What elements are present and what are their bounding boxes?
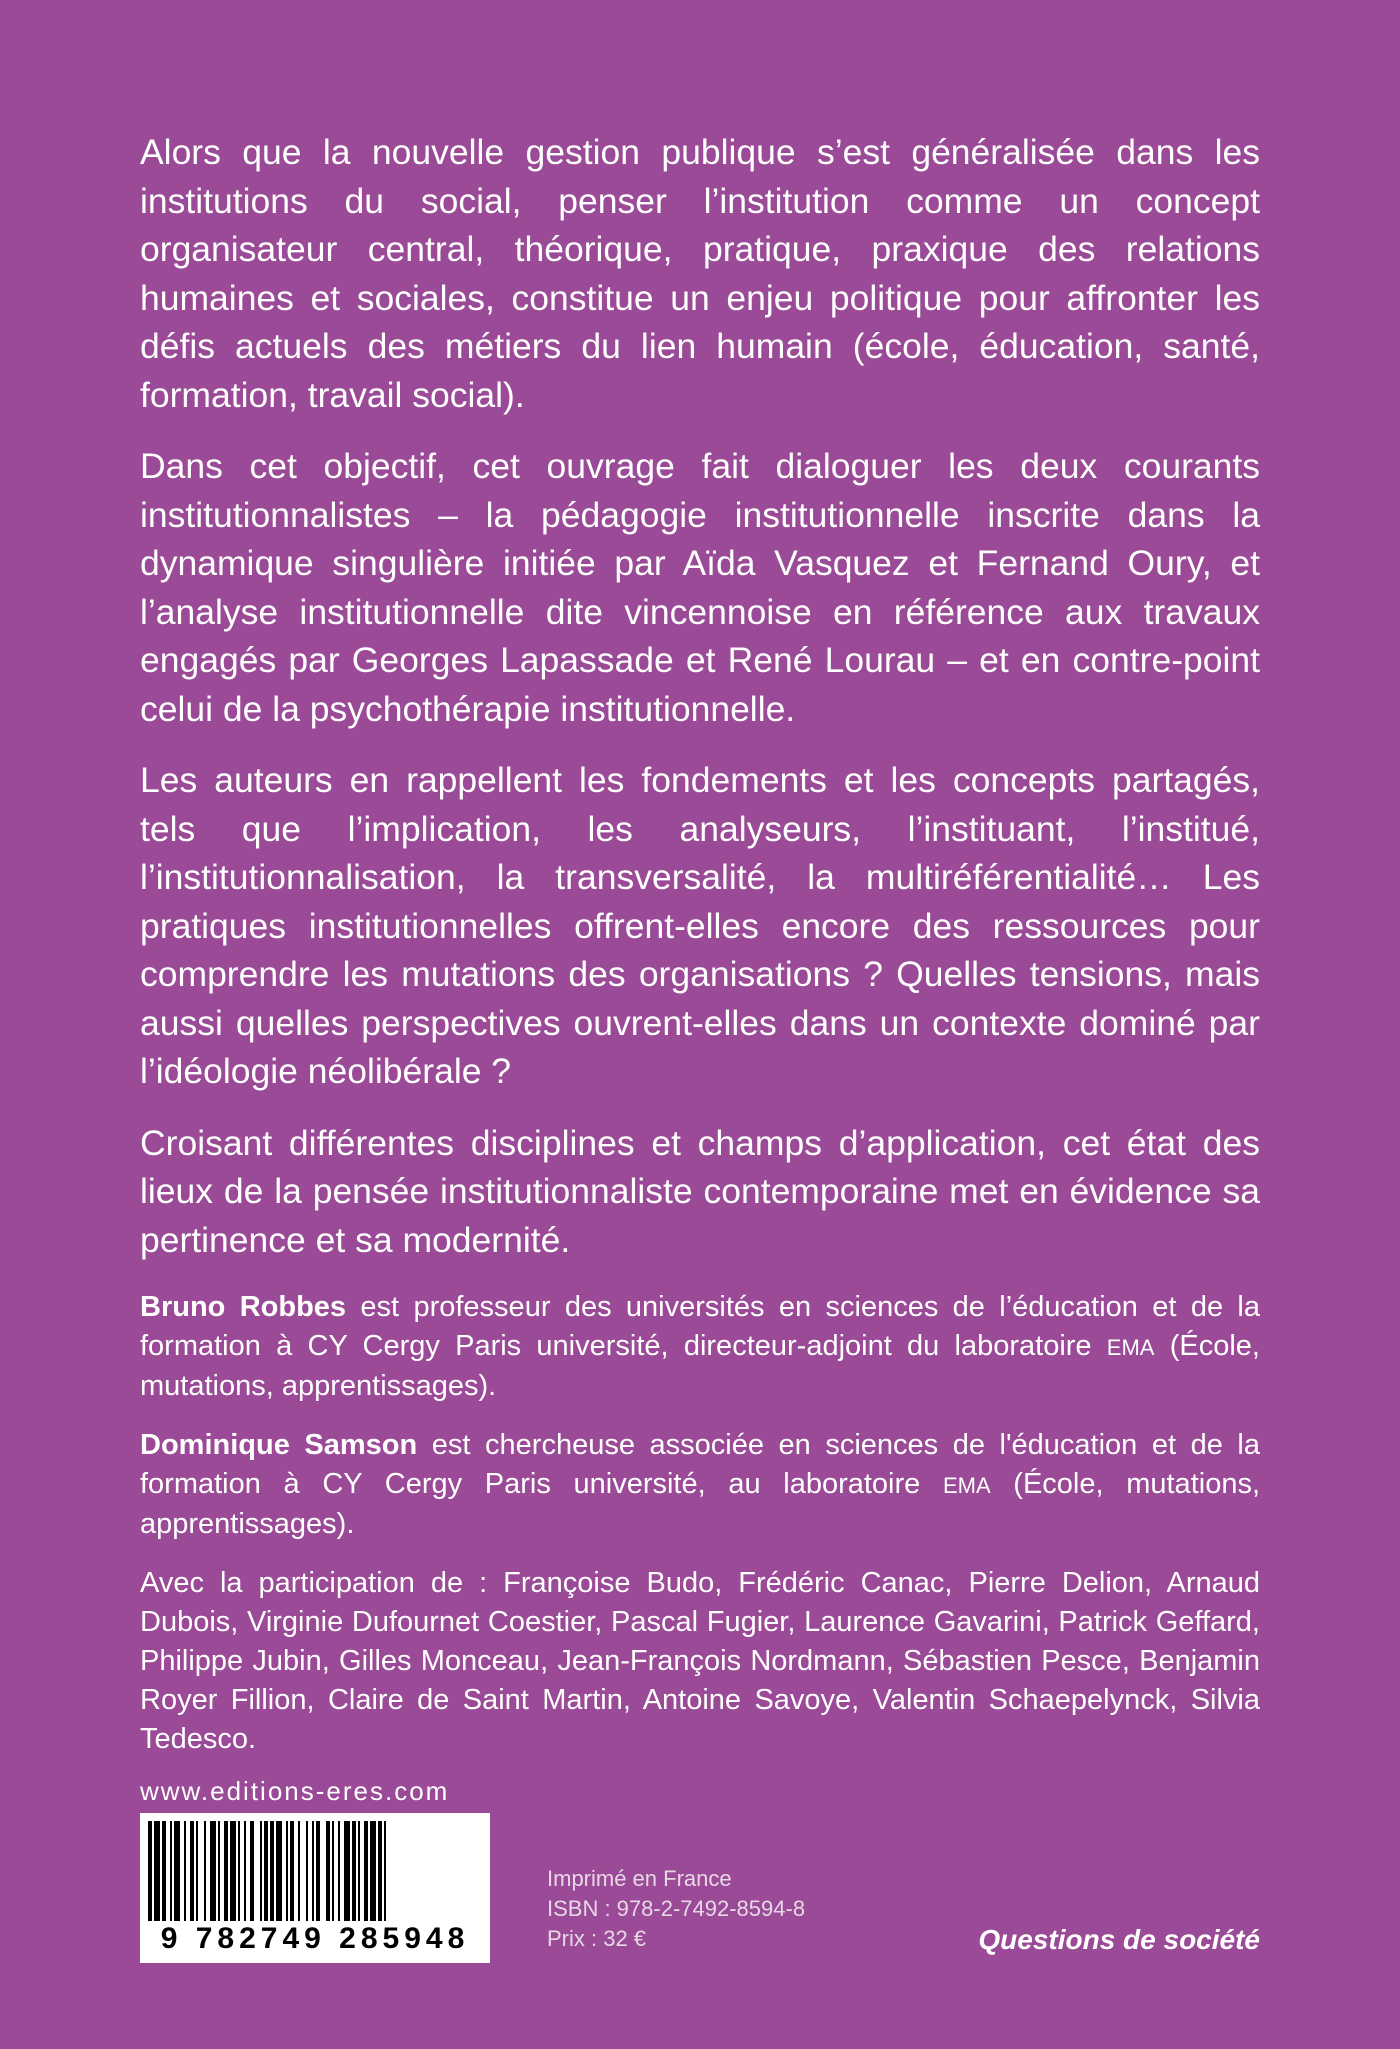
barcode-bar: [148, 1821, 152, 1925]
barcode-bar: [378, 1821, 382, 1925]
barcode-bar: [250, 1821, 254, 1925]
collection-name: Questions de société: [978, 1924, 1260, 1955]
barcode-bar: [316, 1821, 320, 1925]
printed-in: Imprimé en France: [547, 1866, 732, 1891]
author-2-text-after: (École, mutations, apprentissages).: [140, 1468, 1261, 1540]
bio-author-2: [140, 1426, 1260, 1544]
barcode-bar: [290, 1821, 294, 1925]
barcode-bar: [286, 1821, 288, 1925]
price: Prix : 32 €: [547, 1926, 647, 1951]
participation: Avec la participation de : Françoise Budo, Frédéric Canac, Pierre Delion, Arnaud Dubois, Virginie Dufournet Coestier, Pascal Fugier, Laurence Gavarini, Patrick Geffard, Philippe Jubin, Gilles Monceau, Jean-François Nordmann, Sébastien Pesce, Benjamin Royer Fillion, Claire de Saint Martin, Antoine Savoye, Valentin Schaepelynck, Silvia Tedesco.: [140, 1567, 1260, 1755]
barcode-bar: [244, 1821, 246, 1925]
barcode-bar: [306, 1821, 308, 1925]
barcode-bar: [196, 1821, 198, 1925]
barcode-bar: [154, 1821, 160, 1925]
barcode-bar: [184, 1821, 186, 1925]
author-2-name: Dominique Samson: [140, 1429, 418, 1461]
barcode-bar: [370, 1821, 376, 1925]
blurb-paragraph-3: Les auteurs en rappellent les fondements et les concepts partagés, tels que l’implication, les analyseurs, l’instituant, l’institué, l’institutionnalisation, la transversalité, la multiréférentialité… Les pratiques institutionnelles offrent-elles encore des ressources pour comprendre les mutations des organisations ? Quelles tensions, mais aussi quelles perspectives ouvrent-elles dans un contexte dominé par l’idéologie néolibérale ?: [140, 760, 1260, 1091]
barcode-bar: [210, 1821, 216, 1925]
barcode-bar: [338, 1821, 340, 1925]
barcode-bar: [344, 1821, 350, 1925]
barcode-bar: [270, 1821, 274, 1925]
blurb: [140, 128, 1260, 1287]
barcode-bar: [312, 1821, 314, 1925]
barcode-bar: [230, 1821, 236, 1925]
author-bios: [140, 1288, 1260, 1779]
barcode-bar: [364, 1821, 368, 1925]
barcode-bar: [384, 1821, 386, 1925]
barcode-bar: [326, 1821, 330, 1925]
barcode-bar: [332, 1821, 334, 1925]
barcode-bar: [358, 1821, 360, 1925]
author-2-lab: EMA: [942, 1473, 991, 1498]
author-1-text-before: est professeur des universités en sciences de l’éducation et de la formation à CY Cergy Paris université, directeur-adjoint du laboratoire: [140, 1291, 1260, 1362]
publisher-website: www.editions-eres.com: [140, 1776, 450, 1806]
barcode-digits: 9 782749 285948: [146, 1921, 484, 1957]
author-1-text-after: (École, mutations, apprentissages).: [140, 1330, 1260, 1402]
barcode-bar: [264, 1821, 268, 1925]
barcode-bar: [204, 1821, 206, 1925]
barcode-bar: [162, 1821, 166, 1925]
author-1-lab: EMA: [1106, 1335, 1155, 1360]
blurb-paragraph-1: Alors que la nouvelle gestion publique s’est généralisée dans les institutions du social, penser l’institution comme un concept organisateur central, théorique, pratique, praxique des relations humaines et sociales, constitue un enjeu politique pour affronter les défis actuels des métiers du lien humain (école, éducation, santé, formation, travail social).: [140, 132, 1260, 415]
author-2-text-before: est chercheuse associée en sciences de l'éducation et de la formation à CY Cergy Paris université, au laboratoire: [140, 1429, 1261, 1500]
barcode-bar: [224, 1821, 228, 1925]
barcode-bar: [174, 1821, 180, 1925]
blurb-paragraph-4: Croisant différentes disciplines et champs d’application, cet état des lieux de la pensée institutionnaliste contemporaine met en évidence sa pertinence et sa modernité.: [140, 1122, 1260, 1260]
barcode-bar: [170, 1821, 172, 1925]
barcode-bar: [190, 1821, 194, 1925]
bio-author-1: [140, 1288, 1260, 1406]
barcode-bar: [260, 1821, 262, 1925]
barcode-bar: [276, 1821, 282, 1925]
barcode-bar: [298, 1821, 300, 1925]
blurb-paragraph-2: Dans cet objectif, cet ouvrage fait dialoguer les deux courants institutionnalistes – la pédagogie institutionnelle inscrite dans la dynamique singulière initiée par Aïda Vasquez et Fernand Oury, et l’analyse institutionnelle dite vincennoise en référence aux travaux engagés par Georges Lapassade et René Lourau – et en contre-point celui de la psychothérapie institutionnelle.: [140, 446, 1260, 729]
barcode-bar: [238, 1821, 240, 1925]
barcode: [140, 1813, 490, 1963]
isbn: ISBN : 978-2-7492-8594-8: [547, 1896, 806, 1921]
imprint: [547, 1864, 947, 1954]
barcode-bar: [218, 1821, 220, 1925]
author-1-name: Bruno Robbes: [140, 1291, 347, 1323]
barcode-bar: [352, 1821, 356, 1925]
